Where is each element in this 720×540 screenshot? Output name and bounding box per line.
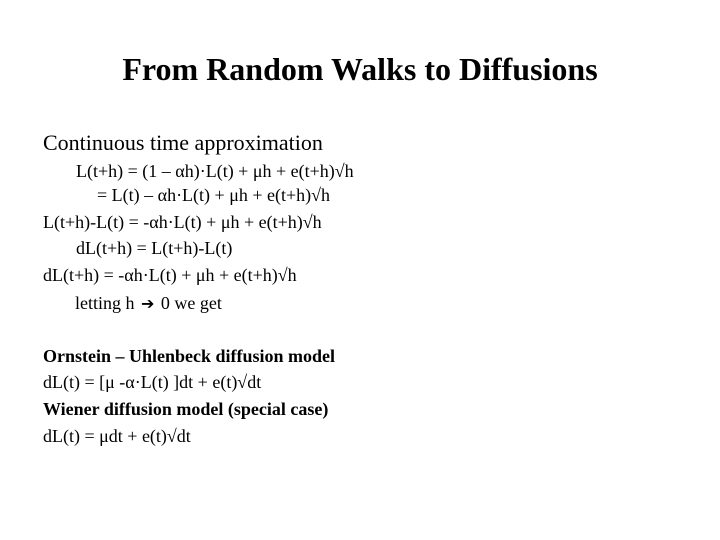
equation-line-2: = L(t) – αh·L(t) + μh + e(t+h)√h	[97, 185, 331, 205]
equation-line-4: dL(t+h) = L(t+h)-L(t)	[76, 238, 233, 258]
equation-line-1: L(t+h) = (1 – αh)·L(t) + μh + e(t+h)√h	[76, 161, 354, 181]
equation-line-5: dL(t+h) = -αh·L(t) + μh + e(t+h)√h	[43, 265, 297, 285]
wiener-model-equation: dL(t) = μdt + e(t)√dt	[43, 426, 191, 446]
limit-text-prefix: letting h	[75, 293, 135, 313]
ou-model-label: Ornstein – Uhlenbeck diffusion model	[43, 346, 336, 366]
section-subheading: Continuous time approximation	[43, 130, 323, 155]
slide-title: From Random Walks to Diffusions	[122, 51, 598, 87]
wiener-model-label: Wiener diffusion model (special case)	[43, 399, 329, 419]
ou-model-equation: dL(t) = [μ -α·L(t) ]dt + e(t)√dt	[43, 372, 262, 392]
equation-line-3: L(t+h)-L(t) = -αh·L(t) + μh + e(t+h)√h	[43, 212, 322, 232]
limit-text-suffix: 0 we get	[160, 293, 222, 313]
right-arrow-icon: ➔	[141, 294, 155, 313]
equation-line-6	[75, 292, 222, 315]
